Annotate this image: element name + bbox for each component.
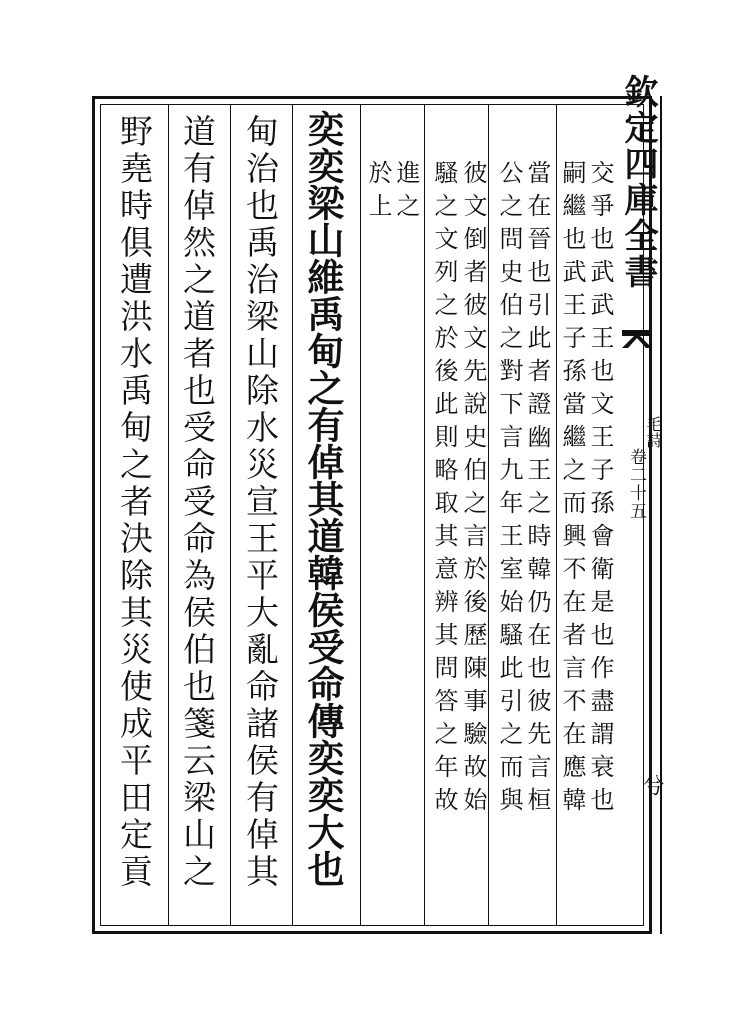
text-column: 當在晉也引此者證幽王之時韓仍在也彼先言桓 bbox=[523, 160, 551, 820]
text-column: 進之 bbox=[392, 160, 420, 226]
fish-tail-icon bbox=[620, 326, 654, 352]
text-column: 於上 bbox=[364, 160, 392, 226]
book-name: 毛詩 bbox=[644, 416, 663, 448]
page-mark: 兮 bbox=[639, 774, 664, 796]
column-rule bbox=[424, 104, 425, 926]
column-rule bbox=[292, 104, 293, 926]
text-column: 交爭也武武王也文王子孫會衛是也作盡謂衰也 bbox=[586, 160, 614, 820]
text-column: 公之問史伯之對下言九年王室始騷此引之而與 bbox=[495, 160, 523, 820]
column-rule bbox=[360, 104, 361, 926]
text-column: 彼文倒者彼文先說史伯之言於後歷陳事驗故始 bbox=[459, 160, 487, 820]
text-column: 道有倬然之道者也受命受命為侯伯也箋云梁山之 bbox=[178, 114, 217, 891]
collection-title: 欽定四庫全書 bbox=[618, 74, 658, 290]
text-column: 野堯時俱遭洪水禹甸之者決除其災使成平田定貢 bbox=[115, 114, 154, 891]
text-column: 騷之文列之於後此則略取其意辨其問答之年故 bbox=[430, 160, 458, 820]
text-column: 甸治也禹治梁山除水災宣王平大亂命諸侯有倬其 bbox=[241, 114, 280, 891]
main-verse-column: 奕奕梁山維禹甸之有倬其道韓侯受命傳奕奕大也 bbox=[301, 110, 345, 887]
text-column: 嗣繼也武王子孫當繼之而興不在者言不在應韓 bbox=[558, 160, 586, 820]
column-rule bbox=[488, 104, 489, 926]
volume-number: 卷二十五 bbox=[626, 448, 646, 520]
column-rule bbox=[556, 104, 557, 926]
column-rule bbox=[168, 104, 169, 926]
column-rule bbox=[230, 104, 231, 926]
